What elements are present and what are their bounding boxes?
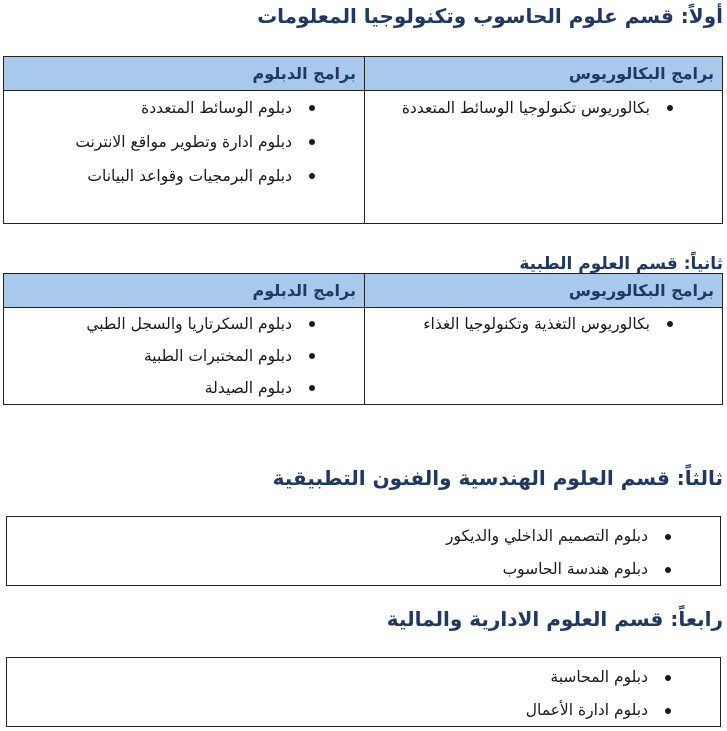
section-title-computer-science: أولاً: قسم علوم الحاسوب وتكنولوجيا المعلومات	[257, 4, 723, 28]
list-item: بكالوريوس تكنولوجيا الوسائط المتعددة	[365, 91, 722, 125]
list-item: بكالوريوس التغذية وتكنولوجيا الغذاء	[365, 308, 722, 340]
list-item: دبلوم الصيدلة	[4, 372, 364, 404]
list-item: دبلوم المختبرات الطبية	[4, 340, 364, 372]
bachelor-cell	[365, 308, 723, 405]
section-title-medical-sciences: ثانياً: قسم العلوم الطبية	[519, 254, 723, 274]
section-title-engineering: ثالثاً: قسم العلوم الهندسية والفنون التطبيقية	[272, 466, 723, 490]
bachelor-header: برامج البكالوريوس	[365, 274, 723, 308]
bachelor-header: برامج البكالوريوس	[365, 57, 723, 91]
bachelor-cell	[365, 91, 723, 224]
programs-table-medical-sciences	[3, 273, 723, 405]
programs-box-administrative	[6, 657, 721, 727]
list-item: دبلوم هندسة الحاسوب	[7, 553, 720, 586]
list-item: دبلوم السكرتاريا والسجل الطبي	[4, 308, 364, 340]
diploma-cell	[4, 308, 365, 405]
list-item: دبلوم المحاسبة	[7, 661, 720, 694]
diploma-header: برامج الدبلوم	[4, 57, 365, 91]
list-item: دبلوم التصميم الداخلي والديكور	[7, 520, 720, 553]
list-item: دبلوم الوسائط المتعددة	[4, 91, 364, 125]
list-item: دبلوم البرمجيات وقواعد البيانات	[4, 159, 364, 193]
diploma-header: برامج الدبلوم	[4, 274, 365, 308]
list-item: دبلوم ادارة وتطوير مواقع الانترنت	[4, 125, 364, 159]
section-title-administrative: رابعاً: قسم العلوم الادارية والمالية	[386, 607, 723, 631]
diploma-cell	[4, 91, 365, 224]
programs-box-engineering	[6, 516, 721, 586]
programs-table-computer-science	[3, 56, 723, 224]
list-item: دبلوم ادارة الأعمال	[7, 694, 720, 727]
